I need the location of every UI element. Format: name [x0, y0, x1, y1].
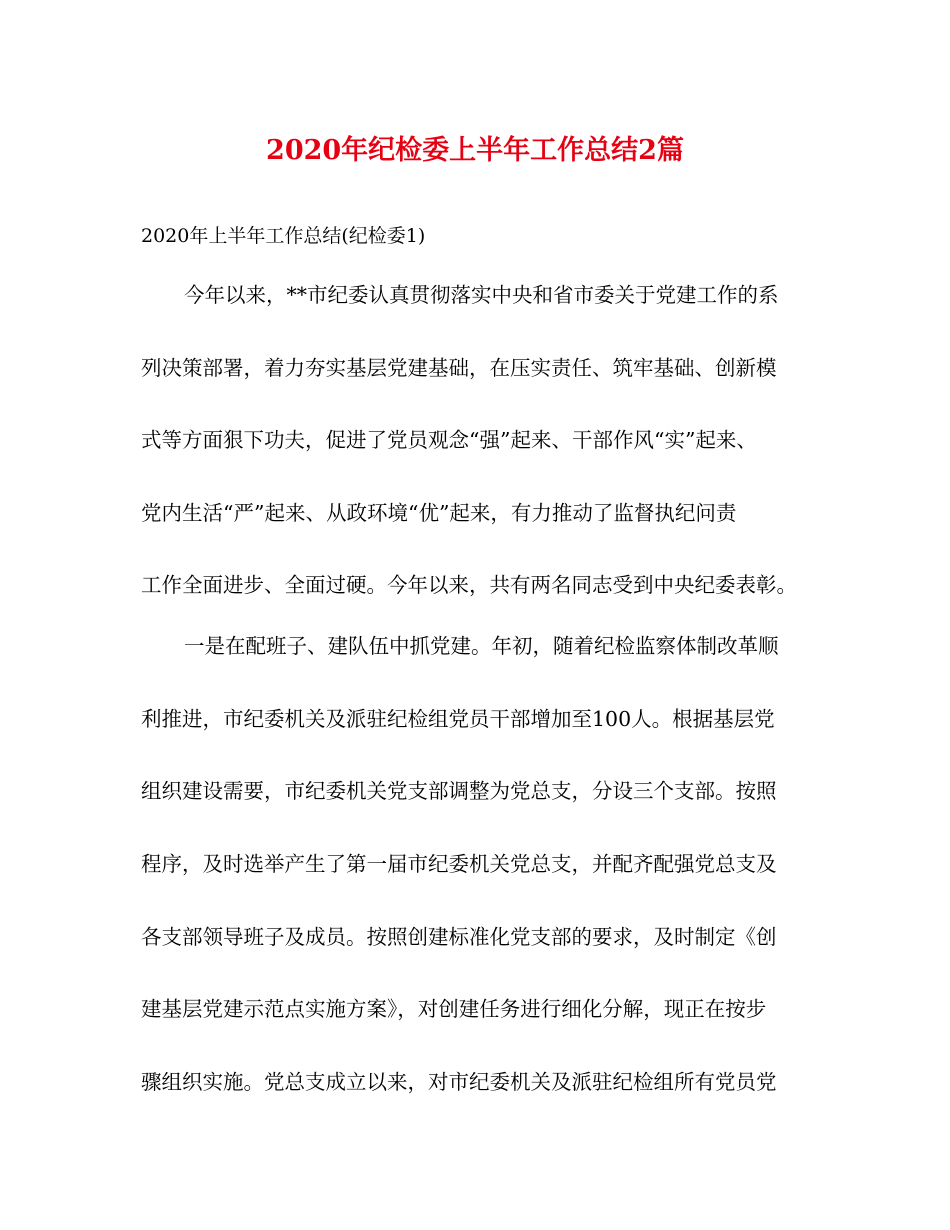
- paragraph-line: 程序，及时选举产生了第一届市纪委机关党总支，并配齐配强党总支及: [141, 852, 777, 876]
- paragraph-line: 一是在配班子、建队伍中抓党建。年初，随着纪检监察体制改革顺: [184, 634, 779, 658]
- paragraph-line: 骤组织实施。党总支成立以来，对市纪委机关及派驻纪检组所有党员党: [141, 1070, 777, 1094]
- document-title: 2020年纪检委上半年工作总结2篇: [266, 135, 684, 166]
- paragraph-line: 党内生活“严”起来、从政环境“优”起来，有力推动了监督执纪问责: [141, 501, 737, 525]
- paragraph-line: 建基层党建示范点实施方案》，对创建任务进行细化分解，现正在按步: [141, 997, 767, 1021]
- paragraph-line: 工作全面进步、全面过硬。今年以来，共有两名同志受到中央纪委表彰。: [141, 573, 797, 597]
- paragraph-line: 利推进，市纪委机关及派驻纪检组党员干部增加至100人。根据基层党: [141, 707, 775, 731]
- paragraph-line: 各支部领导班子及成员。按照创建标准化党支部的要求，及时制定《创: [141, 925, 777, 949]
- paragraph-line: 列决策部署，着力夯实基层党建基础，在压实责任、筑牢基础、创新模: [141, 356, 777, 380]
- paragraph-line: 式等方面狠下功夫，促进了党员观念“强”起来、干部作风“实”起来、: [141, 428, 757, 452]
- paragraph-line: 组织建设需要，市纪委机关党支部调整为党总支，分设三个支部。按照: [141, 779, 777, 803]
- paragraph-line: 今年以来，**市纪委认真贯彻落实中央和省市委关于党建工作的系: [184, 283, 779, 307]
- document-subtitle: 2020年上半年工作总结(纪检委1): [141, 225, 426, 247]
